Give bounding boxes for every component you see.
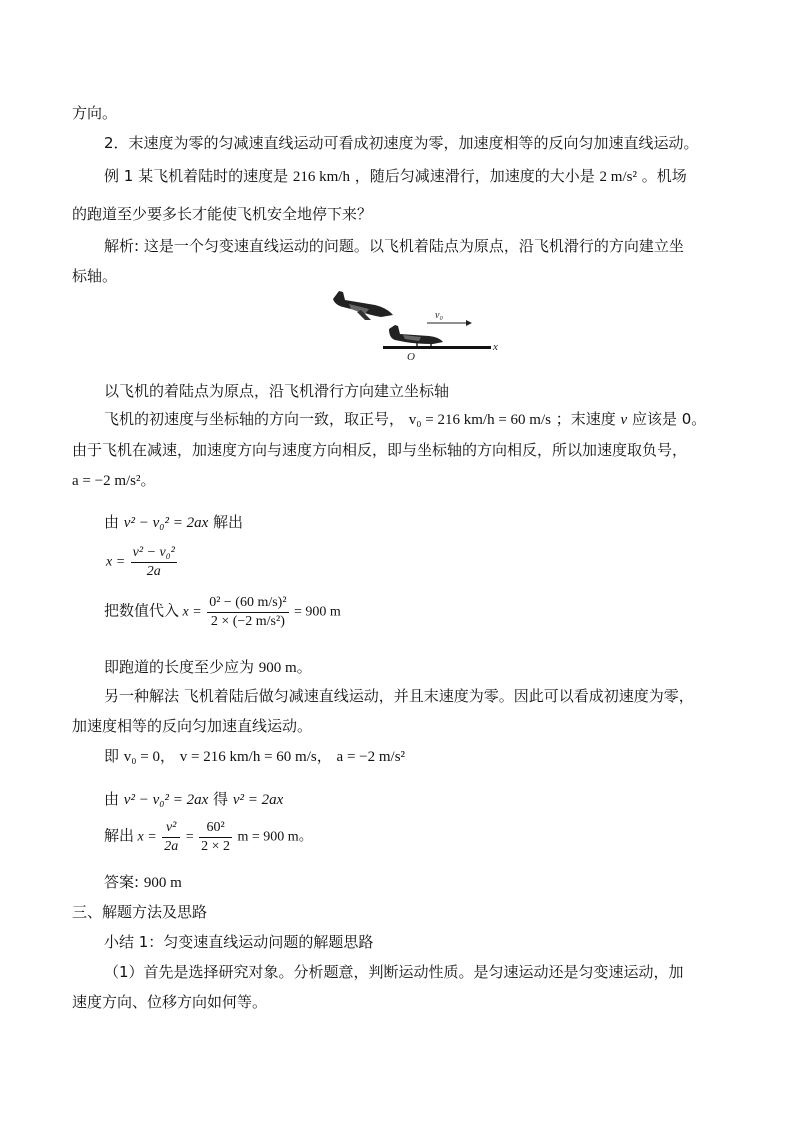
summary-heading: 小结 1：匀变速直线运动问题的解题思路 [104,933,374,951]
origin-label: O [407,351,415,363]
formula-numerator: v² − v₀² [131,544,177,563]
airplane-on-runway-icon [389,325,443,346]
substitution-result: = 900 m [294,604,341,620]
text-line-4: 的跑道至少要多长才能使飞机安全地停下来？ [72,205,373,223]
airplane-descending-icon [333,291,393,320]
substitution-fraction [207,594,288,631]
derivation-line [104,789,283,810]
runway-length-value: 900 m [258,660,297,676]
acceleration-value: 2 m/s² [599,169,637,185]
acceleration-eq: a = −2 m/s² [72,473,141,489]
final-numerator-2: 60² [199,819,232,838]
given-prefix: 即 [104,747,120,765]
alternative-solution-line: 另一种解法 飞机着陆后做匀减速直线运动，并且末速度为零。因此可以看成初速度为零， [104,687,694,705]
given-a: a = −2 m/s² [336,749,406,765]
derivation-mid: 得 [213,790,229,808]
final-prefix: 解出 [104,826,135,845]
speed-value: 216 km/h [292,169,350,185]
final-calculation [104,819,313,856]
answer-line [104,872,182,893]
formula-fraction [131,544,177,581]
answer-label: 答案: [104,873,140,891]
example-1-text-3: 。机场 [641,167,687,185]
final-velocity-symbol: v [620,412,628,428]
kinematic-formula: v² − v₀² = 2ax [123,515,209,531]
airplane-landing-figure [325,287,505,363]
runway-axis [383,346,491,349]
substitution-numerator: 0² − (60 m/s)² [207,594,288,613]
velocity-label: v₀ [435,310,443,321]
given-v: v = 216 km/h = 60 m/s [179,749,317,765]
example-1-text: 例 1 某飞机着陆时的速度是 [104,167,289,185]
text-line-2: 2．末速度为零的匀减速直线运动可看成初速度为零，加速度相等的反向匀加速直线运动。 [104,134,699,152]
formula-lhs: x = [106,554,126,570]
example-1-text-2: ，随后匀减速滑行，加速度的大小是 [354,167,595,185]
final-fraction-1 [162,819,180,856]
initial-velocity-line [104,409,706,430]
comma: ， [160,747,176,765]
period: 。 [298,828,313,845]
comma: ， [316,747,332,765]
formula-denominator: 2a [146,564,161,579]
figure-caption: 以飞机的着陆点为原点，沿飞机滑行方向建立坐标轴 [104,382,450,400]
derivation-result: v² = 2ax [232,792,284,808]
equals-sign: = [185,829,194,845]
final-fraction-2 [199,819,232,856]
runway-length-line [104,657,312,678]
axis-label: x [493,341,498,353]
initial-velocity-eq: v₀ = 216 km/h = 60 m/s [408,412,551,428]
final-result: m = 900 m [237,829,299,845]
substitution-prefix: 把数值代入 [104,601,180,620]
text-line-9: 由于飞机在减速，加速度方向与速度方向相反，即与坐标轴的方向相反，所以加速度取负号， [72,441,688,459]
velocity-arrowhead [466,320,472,326]
answer-value: 900 m [143,875,182,891]
final-velocity-text-2: 应该是 0。 [631,410,707,428]
text-line-6: 标轴。 [72,267,118,285]
substitution-denominator: 2 × (−2 m/s²) [210,614,285,629]
acceleration-line [72,470,156,491]
substitution-lhs: x = [182,604,202,620]
solved-formula [106,544,179,581]
text-line-16: 加速度相等的反向匀加速直线运动。 [72,717,313,735]
final-denominator-2: 2 × 2 [201,839,230,854]
runway-length-text: 即跑道的长度至少应为 [104,658,255,676]
substitution-line [104,594,341,631]
formula-suffix: 解出 [213,513,244,531]
final-denominator-1: 2a [164,839,179,854]
derivation-prefix: 由 [104,790,120,808]
summary-step-1: （1）首先是选择研究对象。分析题意，判断运动性质。是匀速运动还是匀变速运动，加 [104,963,684,981]
formula-prefix: 由 [104,513,120,531]
derivation-formula: v² − v₀² = 2ax [123,792,209,808]
given-v0: v₀ = 0 [123,749,160,765]
period: 。 [296,658,312,676]
analysis-line: 解析: 这是一个匀变速直线运动的问题。以飞机着陆点为原点，沿飞机滑行的方向建立坐 [104,237,684,255]
given-values-line [104,746,405,767]
period: 。 [140,471,156,489]
final-lhs: x = [137,829,157,845]
example-1-line [104,166,687,187]
final-velocity-text: ；末速度 [555,410,616,428]
section-heading: 三、解题方法及思路 [72,903,208,921]
formula-line [104,512,243,533]
summary-step-1-cont: 速度方向、位移方向如何等。 [72,993,268,1011]
final-numerator-1: v² [162,819,180,838]
initial-velocity-text: 飞机的初速度与坐标轴的方向一致，取正号， [104,410,405,428]
text-line-1: 方向。 [72,104,118,122]
